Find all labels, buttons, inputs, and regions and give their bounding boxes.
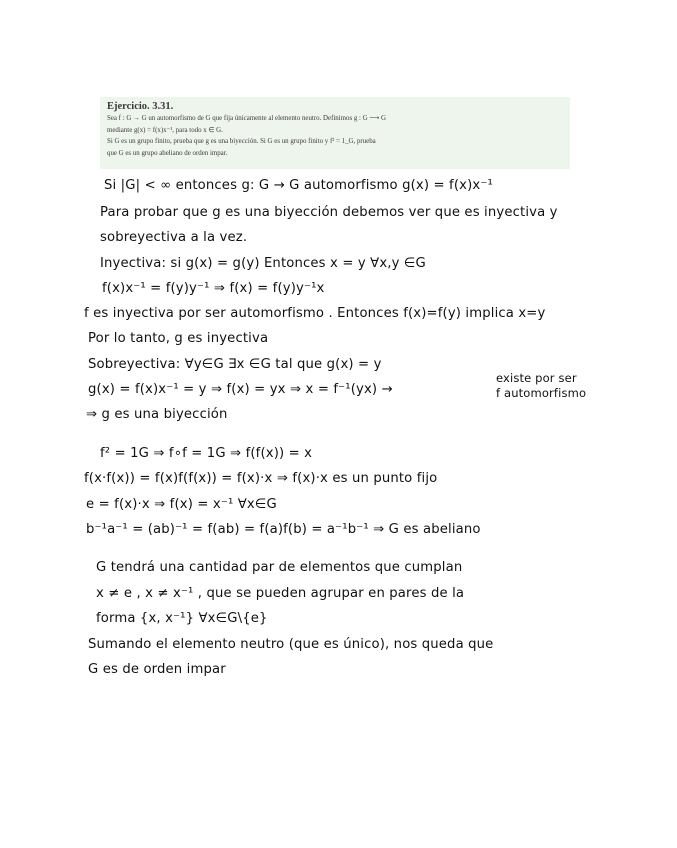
handwritten-line: f² = 1G ⇒ f∘f = 1G ⇒ f(f(x)) = x — [100, 446, 313, 461]
handwritten-line: Por lo tanto, g es inyectiva — [88, 331, 269, 346]
exercise-line: Sea f : G → G un automorfismo de G que fija únicamente al elemento neutro. Definimos g : G ⟶ G — [107, 115, 386, 122]
handwritten-line: g(x) = f(x)x⁻¹ = y ⇒ f(x) = yx ⇒ x = f⁻¹(yx) → — [88, 382, 393, 397]
handwritten-line: f es inyectiva por ser automorfismo . Entonces f(x)=f(y) implica x=y — [84, 306, 546, 321]
handwritten-annotation: f automorfismo — [496, 386, 587, 400]
handwritten-annotation: existe por ser — [496, 371, 577, 385]
handwritten-line: ⇒ g es una biyección — [86, 407, 228, 422]
handwritten-line: G tendrá una cantidad par de elementos que cumplan — [96, 560, 463, 575]
handwritten-line: sobreyectiva a la vez. — [100, 230, 248, 245]
exercise-title: Ejercicio. 3.31. — [107, 101, 174, 112]
handwritten-line: f(x)x⁻¹ = f(y)y⁻¹ ⇒ f(x) = f(y)y⁻¹x — [102, 281, 325, 296]
exercise-line: que G es un grupo abeliano de orden impar. — [107, 149, 228, 157]
handwritten-line: Inyectiva: si g(x) = g(y) Entonces x = y ∀x,y ∈G — [100, 256, 426, 271]
handwritten-line: e = f(x)·x ⇒ f(x) = x⁻¹ ∀x∈G — [86, 497, 277, 512]
handwritten-line: Si |G| < ∞ entonces g: G → G automorfismo g(x) = f(x)x⁻¹ — [104, 178, 493, 193]
handwritten-line: forma {x, x⁻¹} ∀x∈G\{e} — [96, 611, 268, 626]
handwritten-line: Para probar que g es una biyección debemos ver que es inyectiva y — [100, 205, 558, 220]
handwritten-line: Sumando el elemento neutro (que es único), nos queda que — [88, 637, 494, 652]
handwritten-line: f(x·f(x)) = f(x)f(f(x)) = f(x)·x ⇒ f(x)·x es un punto fijo — [84, 471, 438, 486]
exercise-line: Si G es un grupo finito, prueba que g es una biyección. Si G es un grupo finito y f² = 1_G, prueba — [107, 138, 376, 145]
handwritten-line: G es de orden impar — [88, 662, 226, 677]
exercise-line: mediante g(x) = f(x)x⁻¹, para todo x ∈ G. — [107, 126, 223, 134]
handwritten-line: x ≠ e , x ≠ x⁻¹ , que se pueden agrupar en pares de la — [96, 586, 465, 601]
exercise-statement-box — [100, 97, 570, 169]
handwritten-line: Sobreyectiva: ∀y∈G ∃x ∈G tal que g(x) = y — [88, 357, 382, 372]
handwritten-line: b⁻¹a⁻¹ = (ab)⁻¹ = f(ab) = f(a)f(b) = a⁻¹b⁻¹ ⇒ G es abeliano — [86, 522, 481, 537]
